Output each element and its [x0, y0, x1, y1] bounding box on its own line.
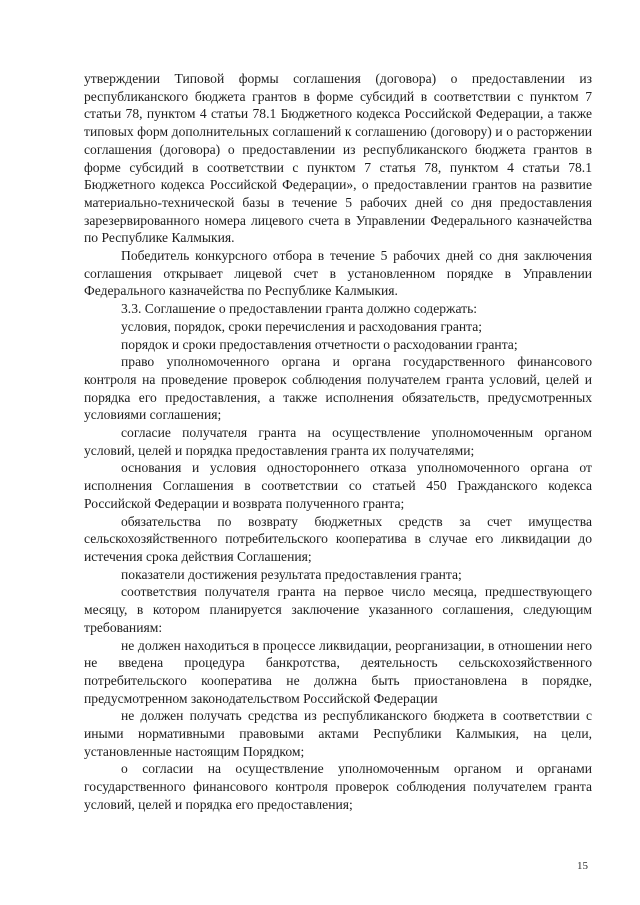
list-item-conditions: условия, порядок, сроки перечисления и расходования гранта; [121, 318, 483, 334]
requirement-no-liquidation: не должен находиться в процессе ликвидации, реорганизации, в отношении него не введена процедура банкротства, деятельность сельскохозяйственного потребительского кооператива не должна быть приостановлена в порядке, предусмотренном законодательством Российской Федерации [84, 637, 592, 706]
list-item-requirements: соответствия получателя гранта на первое число месяца, предшествующего месяцу, в котором планируется заключение указанного соглашения, следующим требованиям: [84, 584, 592, 635]
list-item-refund-obligations: обязательства по возврату бюджетных средств за счет имущества сельскохозяйственного потребительского кооператива в случае его ликвидации до истечения срока действия Соглашения; [84, 513, 592, 564]
list-item-reporting: порядок и сроки предоставления отчетности о расходовании гранта; [121, 336, 518, 352]
document-body [84, 70, 592, 814]
list-item-control-right: право уполномоченного органа и органа государственного финансового контроля на проведение проверок соблюдения получателем гранта условий, целей и порядка его предоставления, а также исполнения обязательств, предусмотренных условиями соглашения; [84, 354, 592, 423]
paragraph-winner-account: Победитель конкурсного отбора в течение 5 рабочих дней со дня заключения соглашения открывает лицевой счет в установленном порядке в Управлении Федерального казначейства по Республике Калмыкия. [84, 248, 592, 299]
list-item-refusal-grounds: основания и условия одностороннего отказа уполномоченного органа от исполнения Соглашения в соответствии со статьей 450 Гражданского кодекса Российской Федерации и возврата полученного гранта; [84, 460, 592, 511]
list-item-consent: согласие получателя гранта на осуществление уполномоченным органом условий, целей и порядка предоставления гранта их получателями; [84, 425, 592, 458]
paragraph-continuation: утверждении Типовой формы соглашения (договора) о предоставлении из республиканского бюджета грантов в форме субсидий в соответствии с пунктом 7 статьи 78, пунктом 4 статьи 78.1 Бюджетного кодекса Российской Федерации, а также типовых форм дополнительных соглашений к соглашению (договору) и о расторжении соглашения (договора) о предоставлении из республиканского бюджета грантов в форме субсидий в соответствии с пунктом 7 статья 78, пунктом 4 статьи 78.1 Бюджетного кодекса Российской Федерации», о предоставлении грантов на развитие материально-технической базы в течение 5 рабочих дней со дня предоставления зарезервированного номера лицевого счета в Управлении Федерального казначейства по Республике Калмыкия. [84, 71, 592, 246]
requirement-no-other-funds: не должен получать средства из республиканского бюджета в соответствии с иными нормативными правовыми актами Республики Калмыкия, на цели, установленные настоящим Порядком; [84, 708, 592, 759]
paragraph-section-3-3: 3.3. Соглашение о предоставлении гранта должно содержать: [121, 301, 478, 317]
page-number: 15 [577, 860, 588, 872]
requirement-consent-checks: о согласии на осуществление уполномоченным органом и органами государственного финансового контроля проверок соблюдения получателем гранта условий, целей и порядка его предоставления; [84, 761, 592, 812]
list-item-result-indicators: показатели достижения результата предоставления гранта; [121, 566, 462, 582]
